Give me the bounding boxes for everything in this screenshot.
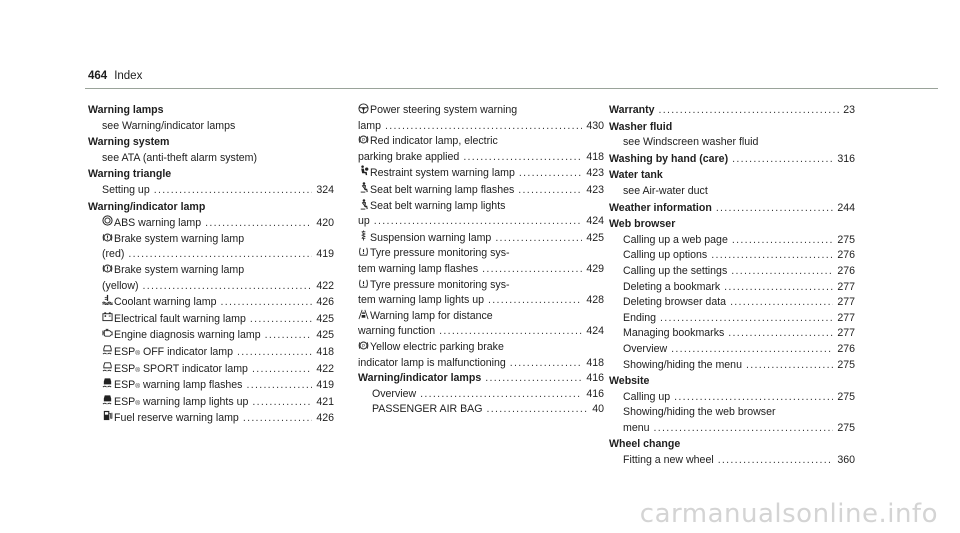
- page-ref: 276: [837, 342, 855, 355]
- sub-entry[interactable]: Warning lamp for distance: [358, 309, 604, 325]
- index-entry: [88, 135, 334, 166]
- page-ref: 360: [837, 454, 855, 467]
- sub-entry[interactable]: tem warning lamp flashes ..... 429: [358, 262, 604, 278]
- sub-entry[interactable]: Deleting a bookmark ..... 277: [623, 280, 855, 296]
- page-ref: 416: [586, 387, 604, 400]
- svg-text:P: P: [362, 344, 365, 350]
- see-reference[interactable]: see Windscreen washer fluid: [623, 136, 759, 149]
- sub-entry[interactable]: Calling up the settings ..... 276: [623, 264, 855, 280]
- brake-icon: [102, 232, 113, 243]
- index-entry: [88, 167, 334, 198]
- fuel-icon: [102, 410, 113, 421]
- parking-brake-icon: [358, 134, 369, 145]
- sub-entry[interactable]: (red) ..... 419: [102, 247, 334, 263]
- sub-entry[interactable]: indicator lamp is malfunctioning ..... 418: [358, 356, 604, 372]
- web-browser-sub-entries: [609, 233, 855, 373]
- sub-entry[interactable]: ESP ® OFF indicator lamp ..... 418: [102, 344, 334, 361]
- page-ref: 23: [843, 104, 855, 116]
- page-ref: 423: [586, 183, 604, 196]
- page-ref: 424: [586, 215, 604, 228]
- sub-entry[interactable]: PASSENGER AIR BAG ..... 40: [358, 402, 604, 418]
- index-entry: [88, 200, 334, 427]
- entry-title: Washer fluid: [609, 120, 673, 133]
- index-column-3: [609, 103, 855, 469]
- page-ref: 419: [316, 379, 334, 392]
- page-ref: 424: [586, 325, 604, 338]
- index-entry: [609, 437, 855, 468]
- entry-title: Warning lamps: [88, 104, 164, 116]
- battery-icon: [102, 311, 113, 322]
- page-ref: 425: [586, 231, 604, 244]
- sub-entry[interactable]: ESP ® warning lamp lights up ..... 421: [102, 394, 334, 411]
- index-entry: [609, 120, 855, 151]
- page-ref: 244: [837, 201, 855, 214]
- page-ref: 429: [586, 262, 604, 275]
- sub-entry[interactable]: parking brake applied ..... 418: [358, 150, 604, 166]
- sub-entry[interactable]: Ending ..... 277: [623, 311, 855, 327]
- sub-entry[interactable]: Managing bookmarks ..... 277: [623, 326, 855, 342]
- see-reference[interactable]: see Warning/indicator lamps: [102, 119, 236, 132]
- watermark: carmanualsonline.info: [639, 499, 938, 529]
- entry-title: Warning system: [88, 136, 170, 149]
- page-ref: 428: [586, 294, 604, 307]
- tyre-pressure-icon: [358, 246, 369, 257]
- sub-entry[interactable]: Showing/hiding the web browser: [623, 406, 776, 419]
- seat-belt-icon: [358, 199, 369, 210]
- entry-title: Website: [609, 375, 650, 388]
- page-number: 464: [88, 70, 108, 82]
- sub-entry[interactable]: Suspension warning lamp ..... 425: [358, 230, 604, 247]
- sub-entry[interactable]: ESP ® SPORT indicator lamp ..... 422: [102, 361, 334, 378]
- page-ref: 316: [837, 152, 855, 165]
- sub-entry[interactable]: Setting up ..... 324: [88, 183, 334, 199]
- page-ref: 426: [316, 296, 334, 309]
- sub-entry[interactable]: Deleting browser data ..... 277: [623, 295, 855, 311]
- sub-entry[interactable]: ESP ® warning lamp flashes ..... 419: [102, 377, 334, 394]
- page-ref: 324: [316, 183, 334, 196]
- abs-icon: [102, 215, 113, 226]
- restraint-icon: [358, 165, 369, 176]
- page-ref: 422: [316, 362, 334, 375]
- sub-entry[interactable]: Engine diagnosis warning lamp ..... 425: [102, 327, 334, 344]
- index-column-1: [88, 103, 334, 427]
- sub-entry[interactable]: Overview ..... 416: [358, 387, 604, 403]
- page-ref: 418: [316, 345, 334, 358]
- svg-text:P: P: [362, 138, 365, 144]
- index-entry: [609, 374, 855, 436]
- page-ref: 425: [316, 312, 334, 325]
- sub-entry[interactable]: Seat belt warning lamp flashes ..... 423: [358, 182, 604, 199]
- entry-title[interactable]: Warning/indicator lamps ..... 416: [358, 371, 604, 387]
- sub-entry-list: [88, 215, 334, 427]
- sub-entry[interactable]: Showing/hiding the menu ..... 275: [623, 358, 855, 374]
- page-ref: 277: [837, 280, 855, 293]
- sub-entry[interactable]: Brake system warning lamp: [102, 263, 334, 279]
- page-ref: 416: [586, 372, 604, 385]
- sub-entry[interactable]: (yellow) ..... 422: [102, 279, 334, 295]
- page-ref: 426: [316, 412, 334, 425]
- esp-icon: [102, 394, 113, 405]
- sub-entry[interactable]: warning function ..... 424: [358, 324, 604, 340]
- distance-warning-icon: [358, 309, 369, 320]
- page-ref: 275: [837, 421, 855, 434]
- see-reference[interactable]: see ATA (anti-theft alarm system): [102, 151, 258, 164]
- page-header: [88, 70, 142, 82]
- page-ref: 419: [316, 248, 334, 261]
- page-ref: 423: [586, 167, 604, 180]
- sub-entry[interactable]: Seat belt warning lamp lights: [358, 199, 604, 215]
- sub-entry[interactable]: P Red indicator lamp, electric: [358, 134, 604, 150]
- sub-entry[interactable]: up ..... 424: [358, 214, 604, 230]
- page-ref: 418: [586, 150, 604, 163]
- page-ref: 430: [586, 119, 604, 132]
- page-ref: 275: [837, 390, 855, 403]
- page-ref: 421: [316, 395, 334, 408]
- entry-title: Warning/indicator lamp: [88, 200, 206, 213]
- esp-off-icon: [102, 344, 113, 355]
- page-ref: 40: [592, 403, 604, 416]
- sub-entry[interactable]: Tyre pressure monitoring sys-: [358, 278, 604, 294]
- sub-entry[interactable]: tem warning lamp lights up ..... 428: [358, 293, 604, 309]
- sub-entry[interactable]: Electrical fault warning lamp ..... 425: [102, 311, 334, 328]
- brake-icon: [102, 263, 113, 274]
- page-ref: 275: [837, 233, 855, 246]
- steering-icon: [358, 103, 369, 114]
- index-entry: [609, 168, 855, 199]
- parking-brake-icon: [358, 340, 369, 351]
- tyre-pressure-icon: [358, 278, 369, 289]
- page-ref: 420: [316, 217, 334, 230]
- sub-entry[interactable]: Tyre pressure monitoring sys-: [358, 246, 604, 262]
- header-rule: [85, 88, 938, 89]
- page-ref: 418: [586, 356, 604, 369]
- page-ref: 277: [837, 296, 855, 309]
- entry-title: Water tank: [609, 169, 663, 182]
- sub-entry[interactable]: lamp ..... 430: [358, 119, 604, 135]
- page-ref: 276: [837, 249, 855, 262]
- sub-entry[interactable]: Restraint system warning lamp ..... 423: [358, 165, 604, 182]
- page-ref: 277: [837, 311, 855, 324]
- sub-entry[interactable]: menu ..... 275: [609, 421, 855, 437]
- sub-entry[interactable]: Calling up a web page ..... 275: [623, 233, 855, 249]
- sub-entry[interactable]: Brake system warning lamp: [102, 232, 334, 248]
- see-reference[interactable]: see Air-water duct: [623, 184, 708, 197]
- entry-title[interactable]: Warranty ..... 23: [609, 103, 855, 119]
- entry-title[interactable]: Weather information ..... 244: [609, 201, 855, 217]
- sub-entry[interactable]: Power steering system warning: [358, 103, 604, 119]
- sub-entry[interactable]: Fitting a new wheel ..... 360: [609, 453, 855, 469]
- entry-title: Wheel change: [609, 438, 681, 451]
- seat-belt-icon: [358, 182, 369, 193]
- sub-entry[interactable]: ABS warning lamp ..... 420: [102, 215, 334, 232]
- index-entry: [609, 217, 855, 373]
- sub-entry[interactable]: Fuel reserve warning lamp ..... 426: [102, 410, 334, 427]
- sub-entry[interactable]: Calling up options ..... 276: [623, 248, 855, 264]
- page-ref: 275: [837, 358, 855, 371]
- sub-entry[interactable]: Coolant warning lamp ..... 426: [102, 294, 334, 311]
- entry-title: Warning triangle: [88, 168, 172, 181]
- index-entry: [88, 103, 334, 134]
- section-name: Index: [114, 70, 143, 82]
- coolant-icon: [102, 294, 113, 305]
- entry-title[interactable]: Washing by hand (care) ..... 316: [609, 152, 855, 168]
- sub-entry[interactable]: Overview ..... 276: [623, 342, 855, 358]
- esp-icon: [102, 377, 113, 388]
- page-ref: 276: [837, 264, 855, 277]
- sub-entry[interactable]: Calling up ..... 275: [609, 390, 855, 406]
- page-ref: 277: [837, 327, 855, 340]
- index-column-2: [358, 103, 604, 418]
- entry-title: Web browser: [609, 218, 676, 231]
- esp-off-icon: [102, 361, 113, 372]
- engine-icon: [102, 327, 113, 338]
- page-ref: 425: [316, 329, 334, 342]
- index-entry: [358, 371, 604, 418]
- sub-entry[interactable]: P Yellow electric parking brake: [358, 340, 604, 356]
- page-ref: 422: [316, 279, 334, 292]
- suspension-icon: [358, 230, 369, 241]
